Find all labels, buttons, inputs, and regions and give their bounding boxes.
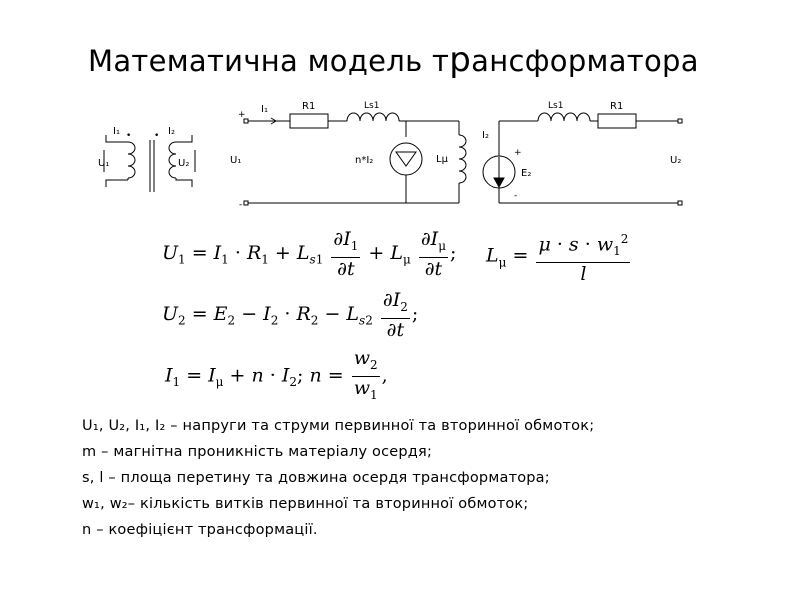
title-part: Математична модель т — [88, 44, 450, 78]
label-U1: U₁ — [230, 155, 242, 166]
legend-line: U₁, U₂, I₁, I₂ – напруги та струми первинної та вторинної обмоток; — [82, 418, 595, 434]
label-U2: U₂ — [670, 155, 682, 166]
plus-secondary: + — [514, 148, 522, 158]
terminal-primary-bottom — [244, 201, 248, 205]
label-Ls1-secondary: Ls1 — [548, 101, 564, 111]
label-R1-primary: R1 — [302, 101, 316, 112]
dot-marker-1: • — [126, 131, 132, 141]
current-source-icon — [396, 152, 416, 166]
legend-line: n – коефіцієнт трансформації. — [82, 522, 318, 538]
label-Lmu: Lμ — [436, 154, 448, 165]
terminal-secondary-bottom — [678, 201, 682, 205]
legend-line: s, l – площа перетину та довжина осердя трансформатора; — [82, 470, 550, 486]
legend — [82, 413, 594, 543]
equation-U2: $U_2 = E_2 - I_2 \cdot R_2 - L_{s2}$ $\frac{\partial I_2}{\partial t}$ ; — [162, 289, 419, 341]
equation-Lmu: $L_\mu$ = $\frac{\mu \cdot s \cdot w_1^2}{l}$ — [486, 228, 632, 285]
equation-I1: $I_1 = I_\mu + n \cdot I_2$; n = $\frac{w_2}{w_1}$ , — [165, 347, 388, 402]
secondary-circuit — [483, 113, 680, 203]
label-U1-small: U₁ — [98, 158, 110, 169]
label-I1-small: I₁ — [113, 126, 120, 137]
terminal-secondary-top — [678, 119, 682, 123]
voltage-source-icon — [494, 157, 504, 187]
circuit-diagrams — [0, 0, 800, 230]
minus-primary: - — [239, 200, 243, 210]
label-I1: I₁ — [261, 104, 268, 115]
label-I2-small: I₂ — [168, 126, 175, 137]
legend-line: w₁, w₂– кількість витків первинної та вторинної обмоток; — [82, 496, 529, 512]
label-R1-secondary: R1 — [610, 101, 624, 112]
dot-marker-2: • — [154, 131, 160, 141]
label-nI2: n*I₂ — [355, 155, 374, 166]
title-part: р — [449, 40, 472, 80]
label-Ls1-primary: Ls1 — [364, 101, 380, 111]
equation-U1: $U_1 = I_1 \cdot R_1 + L_{s1}$ $\frac{\partial I_1}{\partial t}$ + $L_\mu$ $\frac{\partial I_\mu}{\partial t}$ ; — [162, 228, 457, 280]
title-part: ансформатора — [471, 44, 699, 78]
plus-primary: + — [238, 110, 246, 120]
label-E2: E₂ — [521, 168, 532, 179]
minus-secondary: - — [514, 191, 518, 201]
label-I2: I₂ — [482, 130, 489, 141]
legend-line: m – магнітна проникність матеріалу осердя; — [82, 444, 433, 460]
label-U2-small: U₂ — [178, 158, 190, 169]
